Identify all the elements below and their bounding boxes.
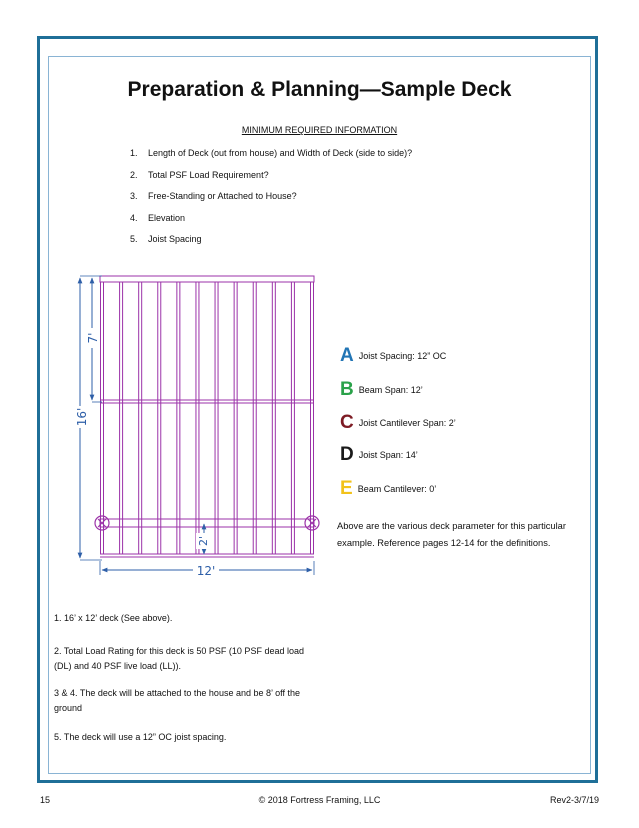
- list-item: [130, 190, 412, 212]
- legend-item-beam-cantilever: [340, 478, 436, 500]
- legend-letter: E: [340, 478, 353, 499]
- list-item-number: 3.: [130, 191, 138, 201]
- note-joist-spacing: 5. The deck will use a 12” OC joist spacing.: [54, 732, 227, 742]
- legend-letter: D: [340, 444, 354, 465]
- beam: [100, 519, 314, 527]
- joist-group: [101, 282, 314, 554]
- ledger-board: [100, 276, 314, 282]
- list-item-number: 5.: [130, 234, 138, 244]
- beam-cantilever-dimension-label: 2': [197, 535, 210, 547]
- list-item-number: 1.: [130, 148, 138, 158]
- parameter-note: Above are the various deck parameter for this particular example. Reference pages 12-14 for the definitions.: [337, 521, 566, 548]
- legend-item-beam-span: [340, 379, 423, 401]
- list-item-text: Free-Standing or Attached to House?: [148, 191, 297, 201]
- cantilever-dimension-label: 7': [86, 332, 100, 344]
- list-item-number: 4.: [130, 212, 138, 223]
- list-item: [130, 233, 412, 255]
- footer-revision: Rev2-3/7/19: [549, 795, 599, 805]
- note-attachment-elevation: 3 & 4. The deck will be attached to the house and be 8’ off the ground: [54, 688, 301, 713]
- list-item: [130, 147, 412, 169]
- deck-framing-diagram: [72, 272, 322, 582]
- note-load-rating: 2. Total Load Rating for this deck is 50 PSF (10 PSF dead load (DL) and 40 PSF live load (LL)).: [54, 646, 304, 671]
- length-dimension-label: 16': [75, 407, 89, 427]
- list-item: [130, 169, 412, 191]
- legend-letter: B: [340, 379, 354, 400]
- legend-item-joist-span: [340, 444, 418, 466]
- page-number: 15: [40, 795, 51, 805]
- legend-text: Joist Spacing: 12” OC: [358, 351, 447, 361]
- legend-item-joist-spacing: [340, 345, 446, 367]
- legend-letter: C: [340, 412, 354, 433]
- legend-text: Beam Cantilever: 0’: [357, 484, 437, 494]
- list-item-number: 2.: [130, 169, 138, 180]
- legend-letter: A: [340, 345, 354, 366]
- legend-text: Beam Span: 12’: [358, 385, 423, 395]
- legend-item-joist-cantilever: [340, 412, 456, 434]
- list-item-text: Total PSF Load Requirement?: [148, 169, 269, 180]
- list-item-text: Length of Deck (out from house) and Width of Deck (side to side)?: [148, 148, 413, 158]
- list-item-text: Joist Spacing: [148, 234, 202, 244]
- page-title: Preparation & Planning—Sample Deck: [127, 78, 512, 101]
- list-item: [130, 212, 412, 234]
- footer-copyright: © 2018 Fortress Framing, LLC: [258, 795, 381, 805]
- legend-text: Joist Span: 14’: [358, 450, 418, 460]
- legend-text: Joist Cantilever Span: 2’: [358, 418, 456, 428]
- section-subheading: MINIMUM REQUIRED INFORMATION: [241, 125, 398, 135]
- requirements-list: [130, 147, 412, 255]
- width-dimension-label: 12': [196, 564, 216, 578]
- list-item-text: Elevation: [148, 212, 186, 223]
- note-deck-size: 1. 16’ x 12’ deck (See above).: [54, 613, 173, 623]
